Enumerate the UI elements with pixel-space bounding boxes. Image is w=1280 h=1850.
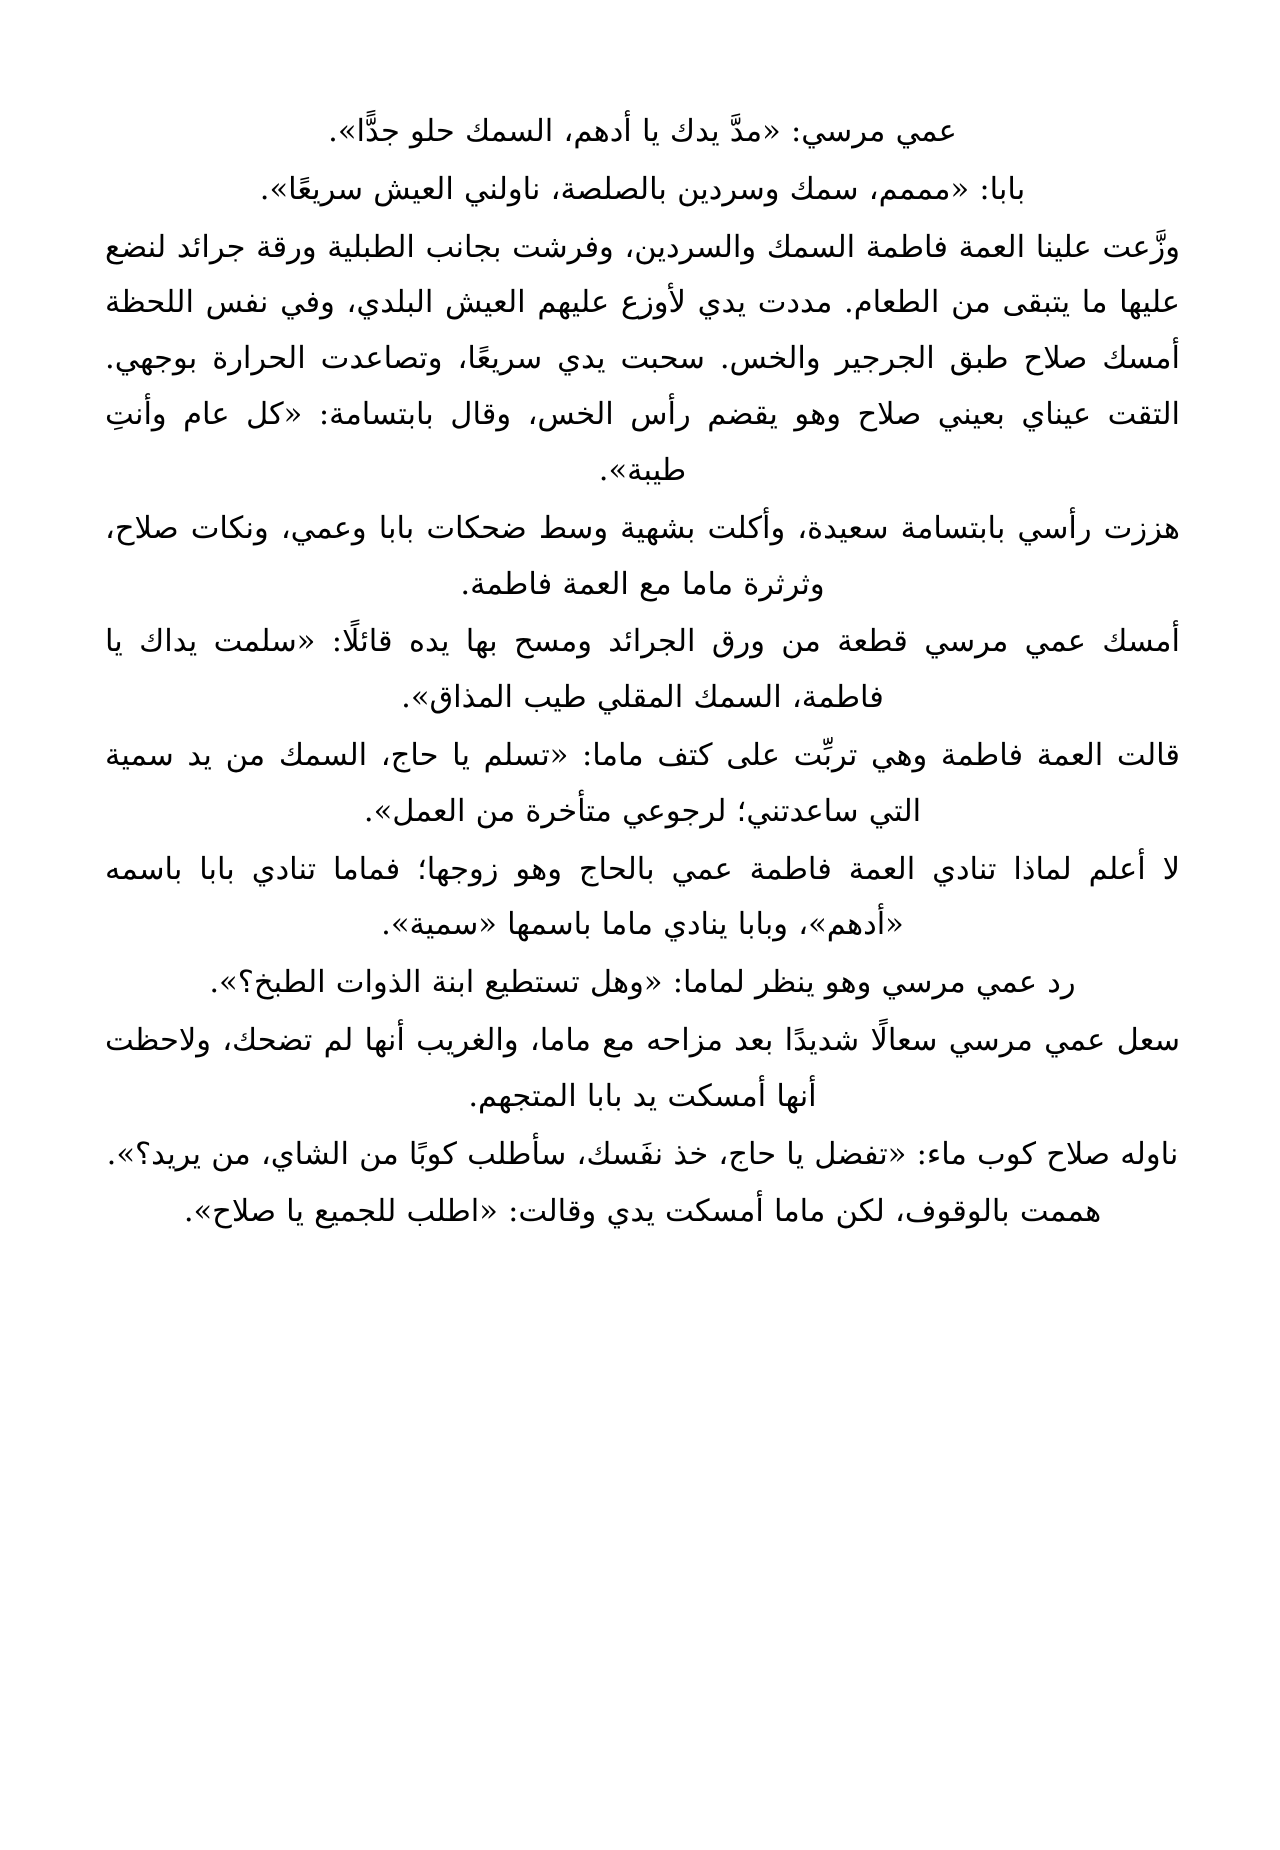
paragraph-2: بابا: «مممم، سمك وسردين بالصلصة، ناولني العيش سريعًا». bbox=[259, 171, 1026, 207]
paragraph-10: ناوله صلاح كوب ماء: «تفضل يا حاج، خذ نفَسك، سأطلب كوبًا من الشاي، من يريد؟». bbox=[106, 1136, 1179, 1172]
paragraph-3: وزَّعت علينا العمة فاطمة السمك والسردين، وفرشت بجانب الطبلية ورقة جرائد لنضع عليها ما يتبقى من الطعام. مددت يدي لأوزع عليهم العيش البلدي، وفي نفس اللحظة أمسك صلاح طبق الجرجير والخس. سحبت يدي سريعًا، وتصاعدت الحرارة بوجهي. التقت عيناي بعيني صلاح وهو يقضم رأس الخس، وقال بابتسامة: «كل عام وأنتِ طيبة». bbox=[105, 229, 1180, 488]
paragraph-6: قالت العمة فاطمة وهي تربِّت على كتف ماما: «تسلم يا حاج، السمك من يد سمية التي ساعدتني؛ لرجوعي متأخرة من العمل». bbox=[105, 737, 1180, 829]
paragraph-4: هززت رأسي بابتسامة سعيدة، وأكلت بشهية وسط ضحكات بابا وعمي، ونكات صلاح، وثرثرة ماما مع العمة فاطمة. bbox=[105, 510, 1180, 602]
page-body-text bbox=[105, 104, 1180, 1240]
paragraph-11: هممت بالوقوف، لكن ماما أمسكت يدي وقالت: «اطلب للجميع يا صلاح». bbox=[183, 1194, 1102, 1230]
paragraph-1: عمي مرسي: «مدَّ يدك يا أدهم، السمك حلو جدًّا». bbox=[328, 114, 957, 149]
paragraph-9: سعل عمي مرسي سعالًا شديدًا بعد مزاحه مع ماما، والغريب أنها لم تضحك، ولاحظت أنها أمسكت يد بابا المتجهم. bbox=[105, 1023, 1180, 1114]
paragraph-7: لا أعلم لماذا تنادي العمة فاطمة عمي بالحاج وهو زوجها؛ فماما تنادي بابا باسمه «أدهم»، وبابا ينادي ماما باسمها «سمية». bbox=[105, 851, 1180, 943]
paragraph-8: رد عمي مرسي وهو ينظر لماما: «وهل تستطيع ابنة الذوات الطبخ؟». bbox=[209, 965, 1076, 1001]
paragraph-5: أمسك عمي مرسي قطعة من ورق الجرائد ومسح بها يده قائلًا: «سلمت يداك يا فاطمة، السمك المقلي طيب المذاق». bbox=[105, 624, 1180, 716]
